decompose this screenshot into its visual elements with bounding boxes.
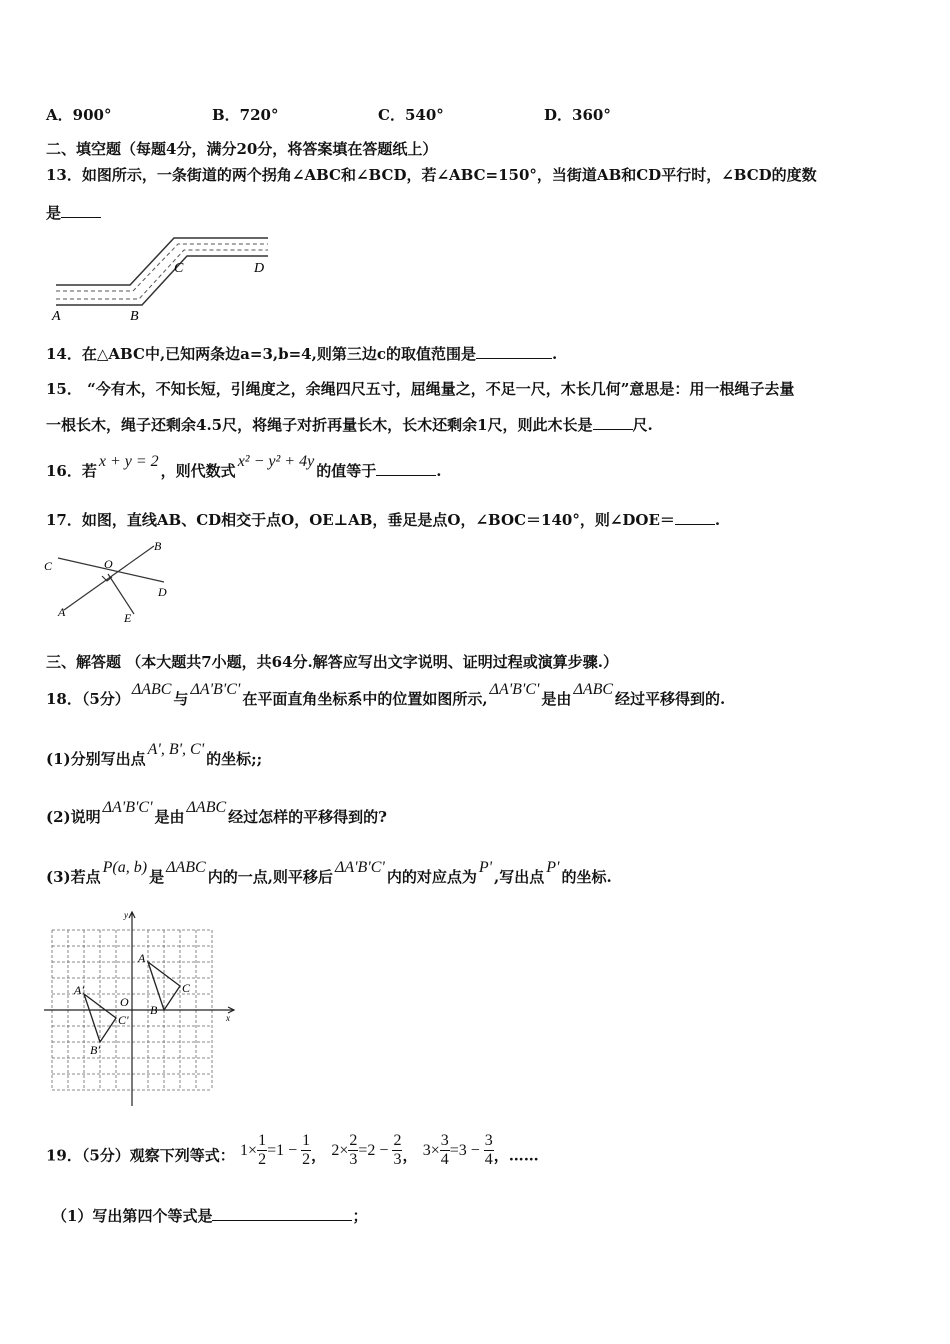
q19-eq2-frac1-den: 3	[349, 1151, 358, 1168]
q19-eq2-frac2-den: 3	[393, 1151, 402, 1168]
q19-eq3-lead: 3×	[422, 1141, 440, 1159]
q18-p3-m5: P'	[546, 859, 560, 876]
grid-label-c: C	[182, 981, 191, 995]
q18-m1: ΔABC	[131, 681, 172, 698]
grid-y-label: y	[124, 910, 128, 920]
q18-p1-math: A', B', C'	[147, 741, 205, 758]
grid-label-a1: A'	[74, 983, 84, 997]
q15-text2: 一根长木，绳子还剩余4.5尺，将绳子对折再量长木，长木还剩余1尺，则此木长是	[46, 416, 593, 434]
q18-t4: 经过平移得到的.	[615, 690, 726, 708]
q19-sep1: ，	[311, 1146, 327, 1165]
q14-end: .	[551, 345, 558, 363]
q16-math1: x + y = 2	[98, 453, 159, 470]
q18-p3-m2: ΔABC	[166, 859, 206, 876]
q18-p3-t4: ,写出点	[494, 868, 545, 886]
q17-end: .	[714, 511, 721, 529]
q17-label-e: E	[124, 611, 132, 625]
grid-label-b1: B'	[90, 1043, 100, 1057]
q18-coordinate-grid	[44, 906, 244, 1108]
q16-post: 的值等于	[316, 462, 377, 480]
q18-part3	[46, 859, 612, 887]
q19-eq1-frac1-num: 1	[258, 1132, 267, 1149]
q18-p3-t1: 是	[149, 868, 165, 886]
q17-text: 17．如图，直线AB、CD相交于点O，OE⊥AB，垂足是点O，∠BOC＝140°，则∠DOE＝	[46, 511, 675, 529]
option-a: A．900°	[46, 106, 112, 124]
q16-math2: x² − y² + 4y	[237, 453, 315, 470]
grid-label-b: B	[150, 1003, 158, 1017]
q18-pre: 18．（5分）	[46, 690, 130, 708]
q19-eq1-mid: =1 −	[267, 1141, 302, 1159]
q19-eq1-lead: 1×	[240, 1141, 258, 1159]
q19-pre: 19．（5分）观察下列等式：	[46, 1146, 235, 1165]
q18-m2: ΔA'B'C'	[190, 681, 241, 698]
q19-eq3-frac2-num: 3	[484, 1132, 493, 1149]
option-d: D．360°	[544, 106, 611, 124]
q17-label-d: D	[158, 585, 167, 599]
grid-x-label: x	[226, 1013, 230, 1023]
q18-m4: ΔABC	[573, 681, 614, 698]
option-c: C．540°	[378, 106, 444, 124]
q14-line	[46, 343, 557, 364]
q19-eq2-frac2	[392, 1132, 402, 1169]
q18-p1-pre: (1)分别写出点	[46, 750, 146, 768]
q17-label-c: C	[44, 559, 53, 573]
q15-answer-blank[interactable]	[593, 415, 633, 430]
q18-part1	[46, 741, 263, 769]
q13-text2: 是	[46, 204, 62, 222]
q19-p1: （1）写出第四个等式是	[52, 1207, 213, 1225]
q19-eq3-frac1	[440, 1132, 450, 1169]
q19-answer-blank[interactable]	[212, 1206, 352, 1221]
q18-t2: 在平面直角坐标系中的位置如图所示,	[242, 690, 488, 708]
q19-eq3-frac2-den: 4	[484, 1151, 493, 1168]
q19-eq3-mid: =3 −	[449, 1141, 484, 1159]
grid-label-a: A	[138, 951, 146, 965]
q17-label-o: O	[104, 557, 113, 571]
q16-mid: ，则代数式	[160, 462, 236, 480]
q18-p3-m3: ΔA'B'C'	[334, 859, 385, 876]
q18-p1-post: 的坐标;;	[206, 750, 263, 768]
q19-eq2-frac2-num: 2	[393, 1132, 402, 1149]
q19-eq1-frac1-den: 2	[258, 1151, 267, 1168]
q19-line	[46, 1132, 539, 1175]
q13-street-figure	[46, 228, 276, 324]
q19-eq2-mid: =2 −	[358, 1141, 393, 1159]
q19-eq1-frac2-num: 1	[302, 1132, 311, 1149]
q19-eq3-frac1-num: 3	[440, 1132, 449, 1149]
q18-line	[46, 681, 726, 709]
grid-origin-label: O	[120, 995, 129, 1009]
q13-line2	[46, 202, 101, 223]
q14-text: 14．在△ABC中,已知两条边a=3,b=4,则第三边c的取值范围是	[46, 345, 476, 363]
q19-sep2: ，	[402, 1146, 418, 1165]
q19-eq1-frac1	[257, 1132, 267, 1169]
q16-pre: 16．若	[46, 462, 97, 480]
q18-p3-m4: P'	[478, 859, 493, 876]
q15-text: 15． “今有木，不知长短，引绳度之，余绳四尺五寸，屈绳量之，不足一尺，木长几何”意思是：用一根绳子去量	[46, 380, 795, 398]
q19-eq1-frac2-den: 2	[302, 1151, 311, 1168]
q18-p2-pre: (2)说明	[46, 808, 101, 826]
q15-line2	[46, 414, 653, 435]
q18-p2-post: 经过怎样的平移得到的?	[228, 808, 387, 826]
q18-p3-t2: 内的一点,则平移后	[207, 868, 333, 886]
option-b: B．720°	[212, 106, 279, 124]
q13-label-b: B	[130, 309, 139, 324]
q18-part2	[46, 799, 387, 827]
q18-m3: ΔA'B'C'	[489, 681, 540, 698]
q18-p3-pre: (3)若点	[46, 868, 101, 886]
q19-p1-end: ；	[352, 1207, 368, 1225]
section3-heading: 三、解答题 （本大题共7小题，共64分.解答应写出文字说明、证明过程或演算步骤.）	[46, 653, 618, 671]
q17-answer-blank[interactable]	[675, 510, 715, 525]
q18-p2-t1: 是由	[154, 808, 185, 826]
q19-eq3-frac1-den: 4	[440, 1151, 449, 1168]
q15-end: 尺.	[632, 416, 653, 434]
q19-part1	[52, 1205, 367, 1226]
q13-label-d: D	[254, 261, 265, 276]
q13-answer-blank[interactable]	[61, 203, 101, 218]
q16-answer-blank[interactable]	[376, 461, 436, 476]
axes	[44, 912, 234, 1106]
q13-text: 13．如图所示，一条街道的两个拐角∠ABC和∠BCD，若∠ABC=150°，当街道AB和CD平行时，∠BCD的度数	[46, 166, 817, 184]
q18-p3-post: 的坐标.	[561, 868, 612, 886]
grid-label-c1: C'	[118, 1013, 129, 1027]
q16-end: .	[436, 462, 442, 480]
q13-label-a: A	[52, 309, 61, 324]
q17-lines-figure	[40, 534, 180, 626]
q19-eq1-frac2	[301, 1132, 311, 1169]
q18-p2-m2: ΔABC	[186, 799, 227, 816]
q19-end: ，……	[493, 1146, 539, 1165]
q17-line	[46, 509, 720, 530]
q16-line	[46, 453, 442, 481]
q18-t3: 是由	[541, 690, 572, 708]
q18-p3-m1: P(a, b)	[102, 859, 148, 876]
section2-heading: 二、填空题（每题4分，满分20分，将答案填在答题纸上）	[46, 140, 438, 158]
q19-eq2-frac1-num: 2	[349, 1132, 358, 1149]
q19-eq2-frac1	[348, 1132, 358, 1169]
q19-eq2-lead: 2×	[331, 1141, 349, 1159]
q18-p3-t3: 内的对应点为	[386, 868, 477, 886]
q18-p2-m1: ΔA'B'C'	[102, 799, 153, 816]
q17-label-b: B	[154, 539, 162, 553]
q14-answer-blank[interactable]	[476, 344, 552, 359]
q17-label-a: A	[58, 605, 66, 619]
q13-label-c: C	[174, 261, 184, 276]
q18-t1: 与	[173, 690, 189, 708]
q19-eq3-frac2	[484, 1132, 494, 1169]
